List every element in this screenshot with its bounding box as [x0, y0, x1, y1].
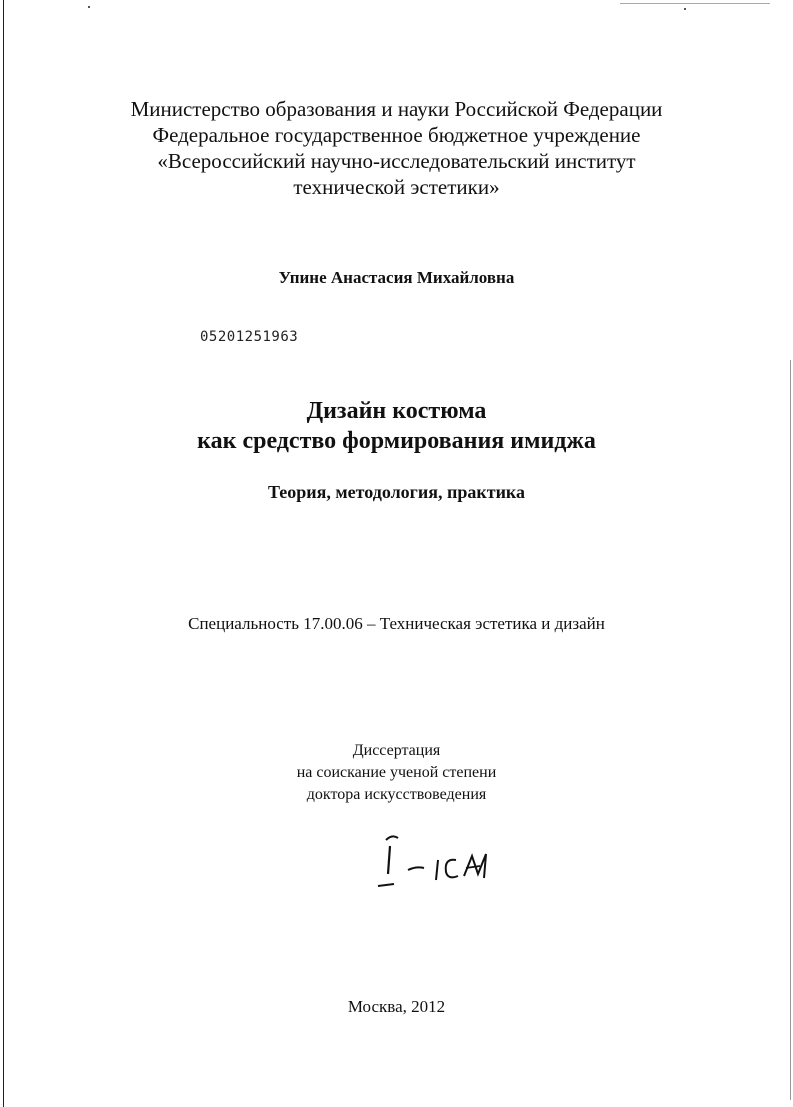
- title-line: Дизайн костюма: [306, 398, 487, 424]
- institution-line: «Всероссийский научно-исследовательский институт: [157, 149, 636, 173]
- degree-line: на соискание ученой степени: [296, 764, 497, 781]
- catalog-code: 05201251963: [200, 329, 299, 345]
- scan-artifact-dot: [684, 8, 686, 10]
- institution-header: [0, 96, 793, 200]
- dissertation-title: [0, 396, 793, 456]
- title-line: как средство формирования имиджа: [197, 428, 596, 454]
- institution-line: технической эстетики»: [293, 175, 500, 199]
- scan-artifact-dot: [88, 6, 90, 8]
- handwritten-note: [368, 832, 498, 892]
- scan-artifact-line: [620, 3, 770, 4]
- institution-line: Министерство образования и науки Российской Федерации: [130, 97, 663, 121]
- degree-statement: [0, 740, 793, 806]
- degree-line: Диссертация: [352, 742, 441, 759]
- place-and-year: Москва, 2012: [347, 997, 446, 1016]
- dissertation-subtitle: Теория, методология, практика: [267, 482, 526, 502]
- degree-line: доктора искусствоведения: [306, 786, 487, 803]
- specialty-line: Специальность 17.00.06 – Техническая эстетика и дизайн: [188, 614, 605, 633]
- institution-line: Федеральное государственное бюджетное учреждение: [152, 123, 641, 147]
- scan-edge-right: [790, 360, 791, 1100]
- author-name: Упине Анастасия Михайловна: [278, 268, 515, 287]
